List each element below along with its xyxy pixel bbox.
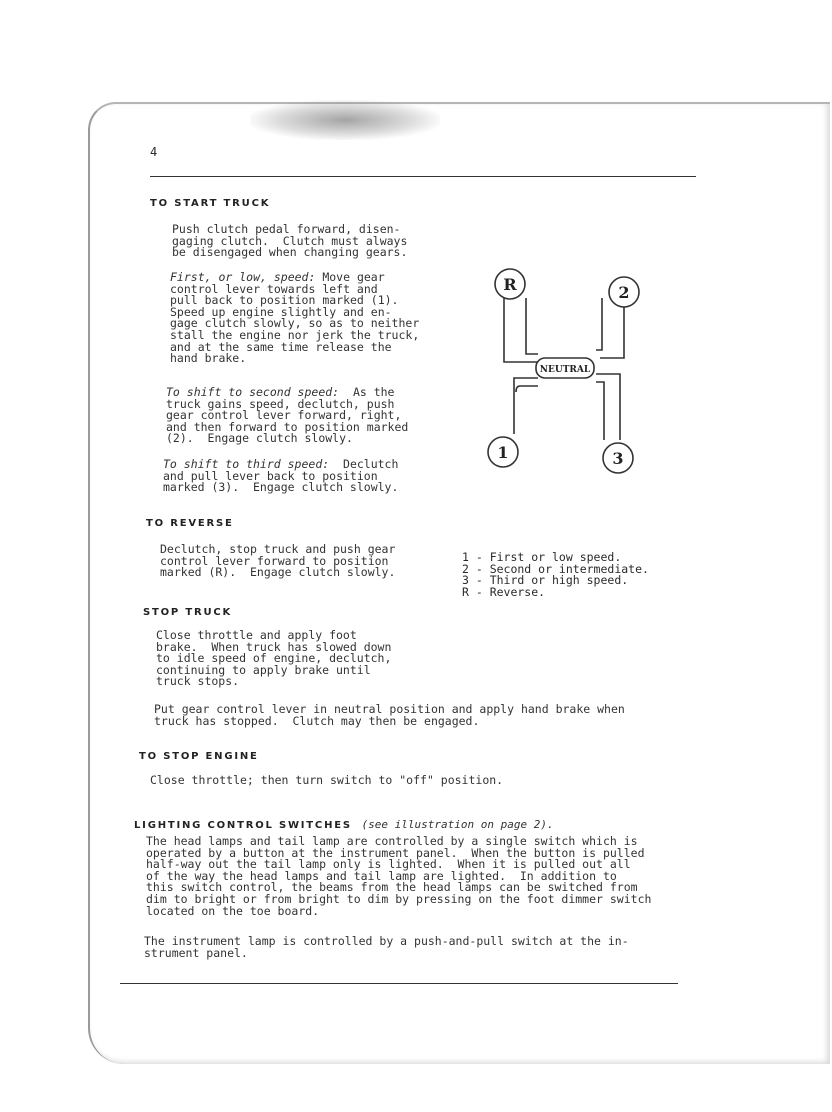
reverse-body: Declutch, stop truck and push gear control lever forward to position marked (R). Engage clutch slowly. [160,542,396,580]
gear-r-label: R [503,275,517,294]
gear-channel-left-upper-inner [526,298,538,354]
first-speed-body: Move gear control lever towards left and pull back to position marked (1). Speed up engine slightly and en- gage clutch slowly, so as to neither stall the engine nor jerk the truck, and at the same time release the hand brake. [170,270,420,366]
neutral-label: NEUTRAL [539,365,591,375]
third-speed-lead: To shift to third speed: [163,457,330,471]
gear-1-label: 1 [497,443,509,462]
second-speed-paragraph [166,387,408,445]
lighting-heading-note: (see illustration on page 2). [361,818,554,831]
second-speed-body: As the truck gains speed, declutch, push gear control lever forward, right, and then forward to position marked (2). Engage clutch slowly. [166,385,409,446]
gear-2-label: 2 [618,283,630,302]
gear-channel-left-lower-inner [516,386,538,392]
first-speed-paragraph [170,272,419,365]
stop-engine-body: Close throttle; then turn switch to "off" position. [150,773,504,787]
third-speed-paragraph [163,459,398,494]
heading-start-truck: TO START TRUCK [150,198,271,209]
gear-channel-right-lower-inner [596,382,604,440]
heading-lighting: LIGHTING CONTROL SWITCHES [134,820,352,831]
stop-truck-body: Close throttle and apply foot brake. When truck has slowed down to idle speed of engine, declutch, continuing to apply brake until truck stops. [156,628,392,689]
gear-channel-left-upper [504,298,538,362]
instrument-lamp-body: The instrument lamp is controlled by a push-and-pull switch at the in- strument panel. [144,934,629,960]
gear-3-label: 3 [612,449,624,468]
lighting-body: The head lamps and tail lamp are controlled by a single switch which is operated by a button at the instrument panel. When the button is pulled half-way out the tail lamp only is lighted. When it is pulled out all of the way the head lamps and tail lamp are lighted. In addition to this switch control, the beams from the head lamps can be switched from dim to bright or from bright to dim by pressing on the foot dimmer switch located on the toe board. [146,834,652,918]
stop-truck-after: Put gear control lever in neutral position and apply hand brake when truck has stopped. Clutch may then be engaged. [154,702,625,728]
gear-channel-right-lower [596,374,620,440]
page-number: 4 [150,145,158,159]
third-speed-body: Declutch and pull lever back to position marked (3). Engage clutch slowly. [163,457,399,495]
header-rule [150,176,696,177]
gear-shift-diagram [480,262,650,482]
start-truck-intro: Push clutch pedal forward, disen- gaging clutch. Clutch must always be disengaged when changing gears. [172,222,408,260]
footer-rule [120,983,678,984]
second-speed-lead: To shift to second speed: [166,385,340,399]
heading-stop-engine: TO STOP ENGINE [139,751,259,762]
heading-reverse: TO REVERSE [146,518,234,529]
gear-key-legend: 1 - First or low speed. 2 - Second or intermediate. 3 - Third or high speed. R - Reverse. [462,550,649,600]
lighting-heading-line [134,813,554,832]
first-speed-lead: First, or low, speed: [170,270,316,284]
heading-stop-truck: STOP TRUCK [143,607,233,618]
gear-channel-right-upper-inner [596,298,602,350]
scan-smudge [250,100,440,140]
